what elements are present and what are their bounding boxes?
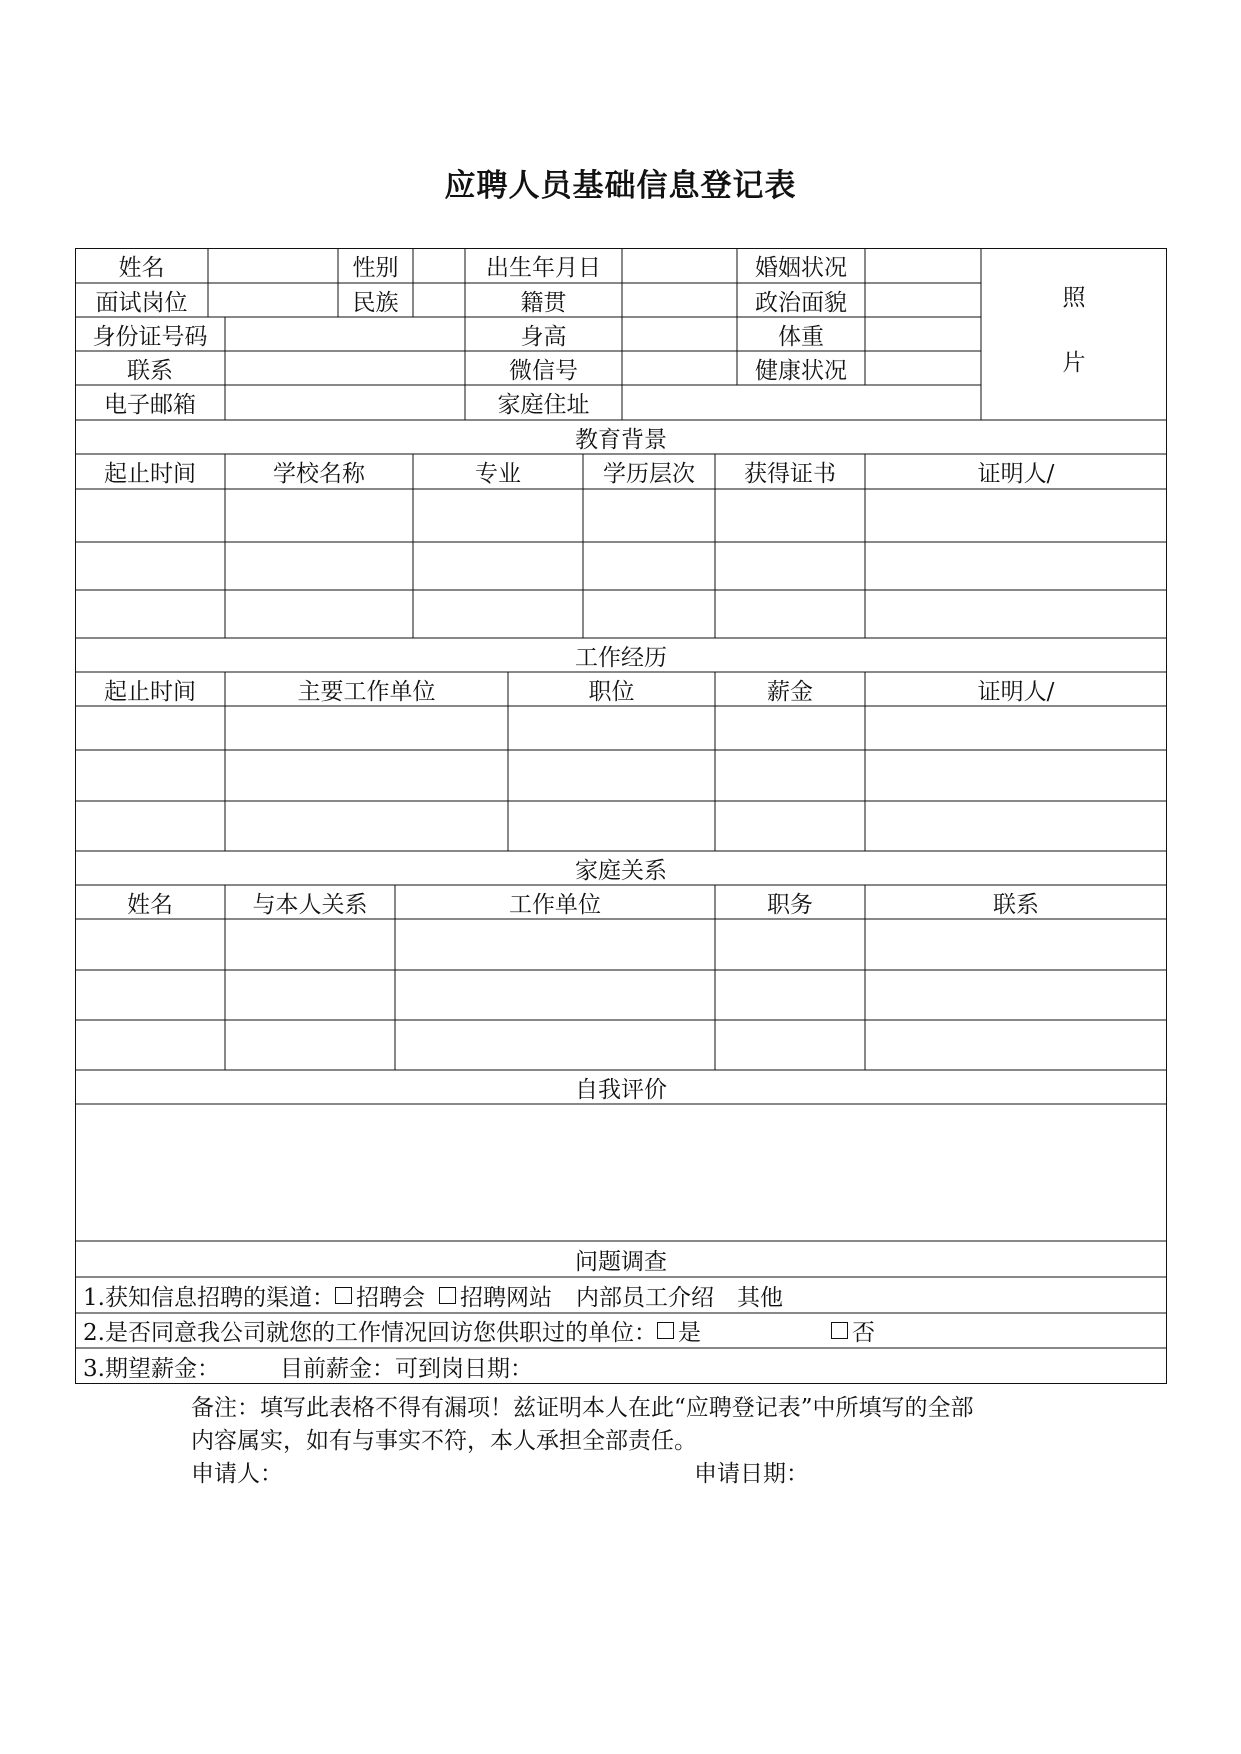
work-header-position: 职位	[588, 678, 635, 705]
label-home-address: 家庭住址	[497, 392, 590, 418]
family-row[interactable]	[75, 970, 1167, 1020]
survey-q3	[75, 1348, 1167, 1384]
survey-q1	[75, 1277, 1167, 1313]
education-row[interactable]	[75, 489, 1167, 542]
option-yes: 是	[677, 1320, 701, 1346]
available-date-label: 可到岗日期：	[394, 1355, 533, 1382]
label-weight: 体重	[778, 323, 824, 350]
id-number-field[interactable]	[225, 317, 465, 351]
photo-area[interactable]	[981, 248, 1167, 420]
photo-label-2: 片	[1062, 349, 1086, 376]
checkbox-yes[interactable]	[657, 1322, 674, 1339]
label-political-status: 政治面貌	[755, 289, 847, 316]
checkbox-job-fair[interactable]	[335, 1287, 352, 1304]
label-ethnicity: 民族	[352, 289, 399, 316]
label-name: 姓名	[118, 255, 165, 281]
self-evaluation-field[interactable]	[75, 1104, 1167, 1241]
home-address-field[interactable]	[622, 385, 981, 420]
education-row[interactable]	[75, 590, 1167, 638]
edu-header-degree: 学历层次	[603, 461, 695, 487]
label-email: 电子邮箱	[104, 392, 196, 418]
survey-q1-text: 1.获知信息招聘的渠道：	[83, 1284, 335, 1311]
wechat-field[interactable]	[622, 351, 737, 385]
label-wechat: 微信号	[509, 357, 578, 384]
option-other-channels: 内部员工介绍 其他	[575, 1284, 783, 1311]
ethnicity-field[interactable]	[413, 283, 465, 317]
section-work-experience: 工作经历	[575, 644, 667, 671]
checkbox-job-website[interactable]	[439, 1287, 456, 1304]
section-education: 教育背景	[575, 426, 667, 453]
applicant-label: 申请人：	[191, 1461, 283, 1487]
disclaimer-line-1: 备注：填写此表格不得有漏项！兹证明本人在此“应聘登记表”中所填写的全部	[191, 1395, 974, 1421]
weight-field[interactable]	[865, 317, 981, 351]
option-no: 否	[851, 1320, 875, 1346]
label-health-status: 健康状况	[755, 357, 847, 384]
option-job-fair: 招聘会	[355, 1284, 425, 1311]
family-header-contact: 联系	[993, 891, 1039, 918]
edu-header-school: 学校名称	[273, 461, 365, 487]
edu-header-reference: 证明人/	[977, 461, 1055, 487]
edu-header-certificate: 获得证书	[744, 461, 836, 487]
work-row[interactable]	[75, 801, 1167, 851]
family-header-name: 姓名	[127, 891, 173, 918]
current-salary-label: 目前薪金：	[279, 1355, 395, 1382]
work-header-period: 起止时间	[104, 678, 196, 705]
checkbox-no[interactable]	[831, 1322, 848, 1339]
health-status-field[interactable]	[865, 351, 981, 385]
marital-status-field[interactable]	[865, 248, 981, 283]
name-field[interactable]	[208, 248, 338, 283]
section-self-evaluation: 自我评价	[575, 1076, 667, 1103]
family-header-relation: 与本人关系	[252, 891, 368, 918]
work-header-employer: 主要工作单位	[297, 678, 436, 705]
form-title: 应聘人员基础信息登记表	[444, 168, 797, 204]
label-gender: 性别	[352, 255, 399, 281]
interview-position-field[interactable]	[208, 283, 338, 317]
native-place-field[interactable]	[622, 283, 737, 317]
label-interview-position: 面试岗位	[95, 289, 188, 316]
registration-form-table	[75, 248, 1167, 1384]
section-family: 家庭关系	[575, 857, 667, 884]
gender-field[interactable]	[413, 248, 465, 283]
application-date-label: 申请日期：	[694, 1461, 809, 1487]
survey-q2-text: 2.是否同意我公司就您的工作情况回访您供职过的单位：	[83, 1320, 657, 1346]
disclaimer-line-2: 内容属实，如有与事实不符，本人承担全部责任。	[191, 1428, 697, 1454]
survey-q2	[75, 1313, 1167, 1348]
label-id-number: 身份证号码	[92, 323, 208, 350]
family-row[interactable]	[75, 919, 1167, 970]
edu-header-period: 起止时间	[104, 461, 196, 487]
work-header-salary: 薪金	[767, 678, 813, 705]
expected-salary-label: 3.期望薪金：	[83, 1355, 220, 1382]
option-job-website: 招聘网站	[459, 1284, 552, 1311]
section-survey: 问题调查	[575, 1248, 667, 1275]
family-header-employer: 工作单位	[509, 891, 601, 918]
height-field[interactable]	[622, 317, 737, 351]
label-height: 身高	[520, 323, 567, 350]
family-row[interactable]	[75, 1020, 1167, 1070]
family-header-title: 职务	[767, 891, 813, 918]
work-row[interactable]	[75, 750, 1167, 801]
label-contact: 联系	[127, 357, 173, 384]
political-status-field[interactable]	[865, 283, 981, 317]
photo-label-1: 照	[1062, 284, 1086, 311]
work-header-reference: 证明人/	[977, 678, 1055, 705]
label-birth-date: 出生年月日	[486, 255, 601, 281]
edu-header-major: 专业	[475, 461, 521, 487]
work-row[interactable]	[75, 706, 1167, 750]
label-native-place: 籍贯	[520, 289, 567, 316]
label-marital-status: 婚姻状况	[755, 255, 847, 281]
contact-field[interactable]	[225, 351, 465, 385]
email-field[interactable]	[225, 385, 465, 420]
birth-date-field[interactable]	[622, 248, 737, 283]
education-row[interactable]	[75, 542, 1167, 590]
